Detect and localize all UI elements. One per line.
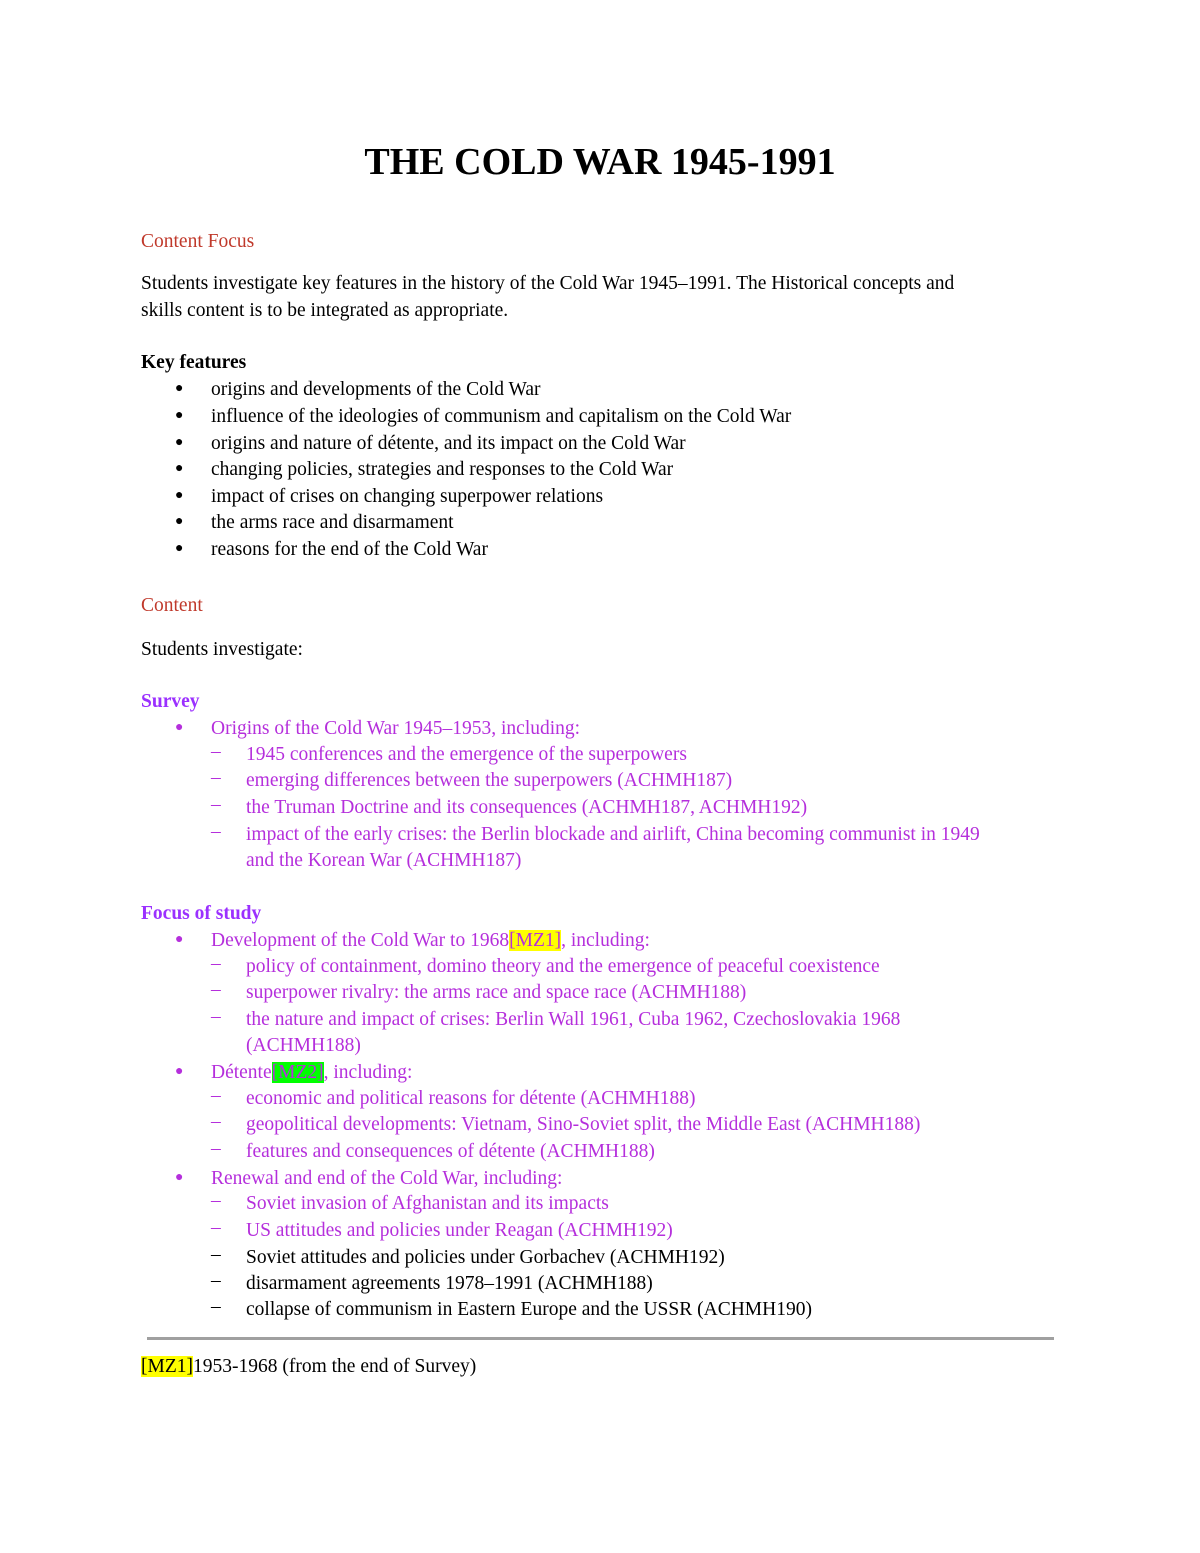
development-subitem: policy of containment, domino theory and the emergence of peaceful coexistence bbox=[246, 956, 880, 977]
dash-icon: – bbox=[211, 767, 221, 788]
bullet-icon: ● bbox=[175, 541, 184, 556]
dash-icon: – bbox=[211, 1296, 221, 1317]
key-feature-item: origins and nature of détente, and its impact on the Cold War bbox=[211, 433, 686, 454]
comment-footnote bbox=[141, 1353, 476, 1380]
dash-icon: – bbox=[211, 741, 221, 762]
content-intro: Students investigate: bbox=[141, 639, 303, 660]
detente-bullet bbox=[211, 1059, 412, 1086]
dash-icon: – bbox=[211, 794, 221, 815]
bullet-icon: ● bbox=[175, 1170, 184, 1185]
dash-icon: – bbox=[211, 1270, 221, 1291]
survey-heading: Survey bbox=[141, 691, 200, 712]
detente-subitem: features and consequences of détente (ACHMH188) bbox=[246, 1141, 655, 1162]
content-focus-paragraph-line-1: Students investigate key features in the history of the Cold War 1945–1991. The Historical concepts and bbox=[141, 273, 955, 294]
survey-subitem: impact of the early crises: the Berlin blockade and airlift, China becoming communist in 1949 bbox=[246, 824, 980, 845]
development-suffix: , including: bbox=[561, 930, 650, 951]
dash-icon: – bbox=[211, 821, 221, 842]
development-bullet bbox=[211, 927, 650, 954]
bullet-icon: ● bbox=[175, 932, 184, 947]
detente-text: Détente bbox=[211, 1062, 272, 1083]
bullet-icon: ● bbox=[175, 1064, 184, 1079]
renewal-subitem: Soviet invasion of Afghanistan and its impacts bbox=[246, 1193, 609, 1214]
bullet-icon: ● bbox=[175, 435, 184, 450]
key-feature-item: reasons for the end of the Cold War bbox=[211, 539, 488, 560]
comment-marker-mz1[interactable]: [MZ1] bbox=[509, 930, 562, 951]
development-subitem-continuation: (ACHMH188) bbox=[246, 1035, 361, 1056]
detente-subitem: geopolitical developments: Vietnam, Sino-Soviet split, the Middle East (ACHMH188) bbox=[246, 1114, 921, 1135]
content-heading: Content bbox=[141, 595, 203, 616]
dash-icon: – bbox=[211, 1244, 221, 1265]
bullet-icon: ● bbox=[175, 381, 184, 396]
focus-of-study-heading: Focus of study bbox=[141, 903, 262, 924]
renewal-subitem: US attitudes and policies under Reagan (ACHMH192) bbox=[246, 1220, 673, 1241]
footnote-text: 1953-1968 (from the end of Survey) bbox=[193, 1356, 477, 1377]
dash-icon: – bbox=[211, 1190, 221, 1211]
development-subitem: superpower rivalry: the arms race and space race (ACHMH188) bbox=[246, 982, 747, 1003]
bullet-icon: ● bbox=[175, 514, 184, 529]
survey-subitem-continuation: and the Korean War (ACHMH187) bbox=[246, 850, 522, 871]
dash-icon: – bbox=[211, 1006, 221, 1027]
survey-subitem: 1945 conferences and the emergence of the superpowers bbox=[246, 744, 687, 765]
key-feature-item: changing policies, strategies and responses to the Cold War bbox=[211, 459, 674, 480]
development-text: Development of the Cold War to 1968 bbox=[211, 930, 510, 951]
content-focus-heading: Content Focus bbox=[141, 231, 255, 252]
bullet-icon: ● bbox=[175, 408, 184, 423]
bullet-icon: ● bbox=[175, 488, 184, 503]
bullet-icon: ● bbox=[175, 720, 184, 735]
page-title: THE COLD WAR 1945-1991 bbox=[364, 141, 836, 183]
key-feature-item: the arms race and disarmament bbox=[211, 512, 454, 533]
dash-icon: – bbox=[211, 1085, 221, 1106]
comments-divider bbox=[147, 1337, 1054, 1340]
detente-subitem: economic and political reasons for détente (ACHMH188) bbox=[246, 1088, 696, 1109]
renewal-bullet: Renewal and end of the Cold War, including: bbox=[211, 1168, 563, 1189]
dash-icon: – bbox=[211, 1217, 221, 1238]
survey-subitem: emerging differences between the superpowers (ACHMH187) bbox=[246, 770, 733, 791]
renewal-subitem: collapse of communism in Eastern Europe and the USSR (ACHMH190) bbox=[246, 1299, 812, 1320]
survey-bullet: Origins of the Cold War 1945–1953, including: bbox=[211, 718, 581, 739]
footnote-marker-mz1[interactable]: [MZ1] bbox=[141, 1356, 193, 1377]
dash-icon: – bbox=[211, 1138, 221, 1159]
dash-icon: – bbox=[211, 979, 221, 1000]
content-focus-paragraph-line-2: skills content is to be integrated as appropriate. bbox=[141, 300, 509, 321]
dash-icon: – bbox=[211, 1111, 221, 1132]
key-feature-item: influence of the ideologies of communism and capitalism on the Cold War bbox=[211, 406, 792, 427]
renewal-subitem: Soviet attitudes and policies under Gorbachev (ACHMH192) bbox=[246, 1247, 725, 1268]
dash-icon: – bbox=[211, 953, 221, 974]
key-feature-item: impact of crises on changing superpower relations bbox=[211, 486, 604, 507]
development-subitem: the nature and impact of crises: Berlin Wall 1961, Cuba 1962, Czechoslovakia 1968 bbox=[246, 1009, 901, 1030]
comment-marker-mz2[interactable]: [MZ2] bbox=[271, 1062, 324, 1083]
survey-subitem: the Truman Doctrine and its consequences (ACHMH187, ACHMH192) bbox=[246, 797, 808, 818]
key-feature-item: origins and developments of the Cold War bbox=[211, 379, 541, 400]
renewal-subitem: disarmament agreements 1978–1991 (ACHMH188) bbox=[246, 1273, 653, 1294]
detente-suffix: , including: bbox=[323, 1062, 413, 1083]
bullet-icon: ● bbox=[175, 461, 184, 476]
key-features-heading: Key features bbox=[141, 352, 247, 373]
